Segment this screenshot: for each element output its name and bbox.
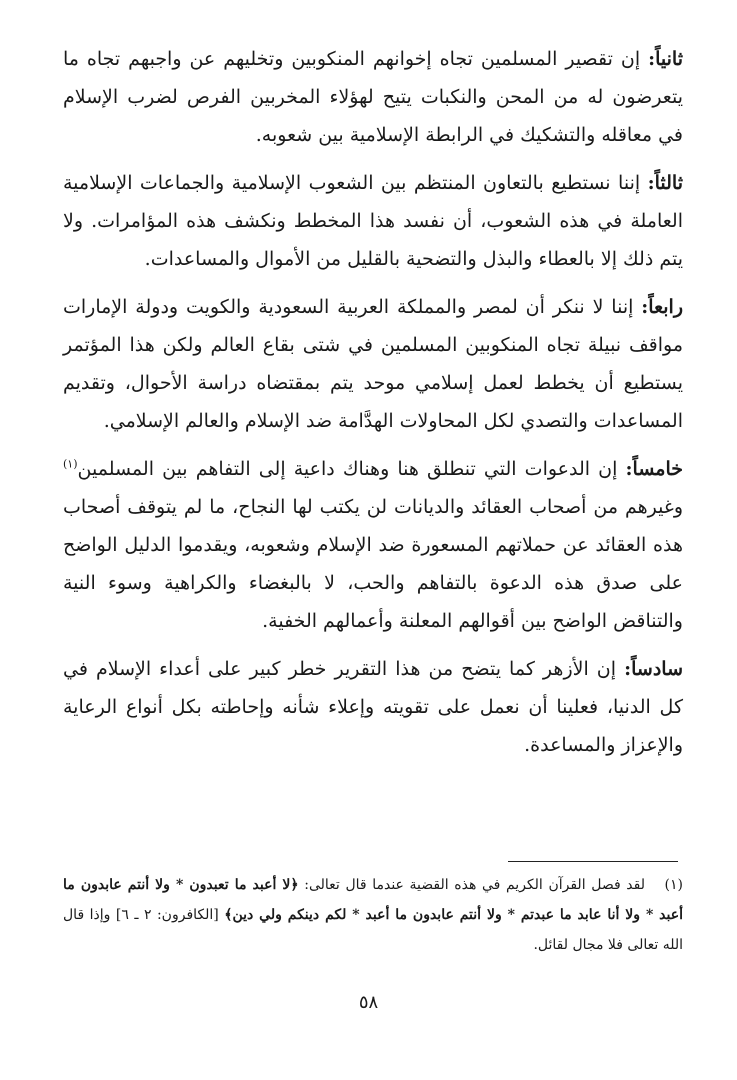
footnote-intro: لقد فصل القرآن الكريم في هذه القضية عندما قال تعالى: bbox=[304, 877, 645, 893]
paragraph-third bbox=[63, 164, 683, 278]
footnote bbox=[63, 870, 683, 960]
paragraph-lead: ثالثاً: bbox=[647, 172, 683, 194]
paragraph-fourth bbox=[63, 288, 683, 440]
main-text bbox=[63, 40, 683, 774]
footnote-reference: [الكافرون: ٢ ـ ٦] وإذا قال الله تعالى فلا مجال لقائل. bbox=[63, 907, 683, 953]
footnote-divider bbox=[508, 861, 678, 862]
paragraph-text-continued: وغيرهم من أصحاب العقائد والديانات لن يكتب لها النجاح، ما لم يتوقف أصحاب هذه العقائد عن حملاتهم المسعورة ضد الإسلام وشعوبه، ويقدموا الدليل الواضح على صدق هذه الدعوة بالتفاهم والحب، لا بالبغضاء والكراهية وسوء النية والتناقض الواضح بين أقوالهم المعلنة وأعمالهم الخفية. bbox=[63, 496, 683, 632]
paragraph-second bbox=[63, 40, 683, 154]
paragraph-sixth bbox=[63, 650, 683, 764]
paragraph-lead: ثانياً: bbox=[648, 48, 683, 70]
footnote-marker[interactable]: (١) bbox=[63, 457, 78, 471]
paragraph-lead: رابعاً: bbox=[641, 296, 684, 318]
paragraph-text: إن الأزهر كما يتضح من هذا التقرير خطر كبير على أعداء الإسلام في كل الدنيا، فعلينا أن نعمل على تقويته وإعلاء شأنه وإحاطته بكل أنواع الرعاية والإعزاز والمساعدة. bbox=[63, 658, 683, 756]
paragraph-text: إن تقصير المسلمين تجاه إخوانهم المنكوبين وتخليهم عن واجبهم تجاه ما يتعرضون له من المحن والنكبات يتيح لهؤلاء المخربين الفرص لضرب الإسلام في معاقله والتشكيك في الرابطة الإسلامية بين شعوبه. bbox=[63, 48, 683, 146]
page-number: ٥٨ bbox=[358, 992, 379, 1013]
paragraph-lead: خامساً: bbox=[625, 458, 684, 480]
footnote-quote: ﴿لا أعبد ما تعبدون * ولا أنتم عابدون ما أعبد * ولا أنا عابد ما عبدتم * ولا أنتم عابدون ما أعبد * لكم دينكم ولي دين﴾ bbox=[63, 877, 683, 923]
paragraph-text: إن الدعوات التي تنطلق هنا وهناك داعية إلى التفاهم بين المسلمين bbox=[77, 458, 618, 480]
paragraph-fifth bbox=[63, 450, 683, 640]
footnote-number: (١) bbox=[664, 877, 683, 893]
paragraph-text: إننا لا ننكر أن لمصر والمملكة العربية السعودية والكويت ودولة الإمارات مواقف نبيلة تجاه المنكوبين المسلمين في شتى بقاع العالم ولكن هذا المؤتمر يستطيع أن يخطط لعمل إسلامي موحد يتم بمقتضاه دراسة الأحوال، وتقديم المساعدات والتصدي لكل المحاولات الهدَّامة ضد الإسلام والعالم الإسلامي. bbox=[63, 296, 683, 432]
paragraph-text: إننا نستطيع بالتعاون المنتظم بين الشعوب الإسلامية والجماعات الإسلامية العاملة في هذه الشعوب، أن نفسد هذا المخطط ونكشف هذه المؤامرات. ولا يتم ذلك إلا بالعطاء والبذل والتضحية بالقليل من الأموال والمساعدات. bbox=[63, 172, 683, 270]
paragraph-lead: سادساً: bbox=[624, 658, 683, 680]
